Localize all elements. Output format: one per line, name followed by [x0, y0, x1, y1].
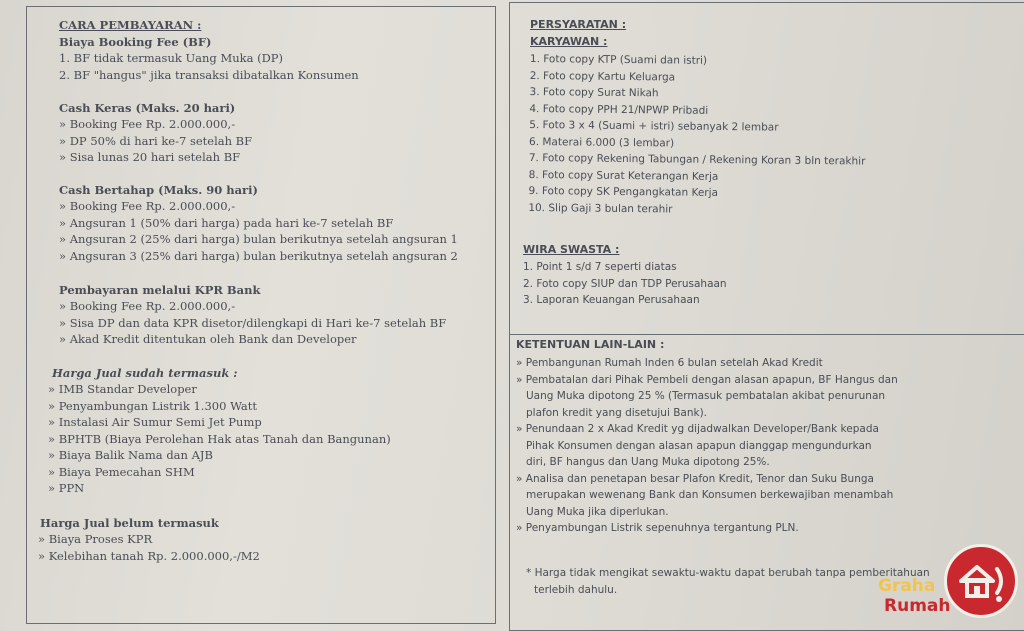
list-item: » Analisa dan penetapan besar Plafon Kredit, Tenor dan Suku Bunga: [516, 472, 874, 485]
list-item: » Angsuran 3 (25% dari harga) bulan berikutnya setelah angsuran 2: [59, 248, 458, 265]
cara-pembayaran-title: CARA PEMBAYARAN :: [59, 18, 202, 32]
list-item: » Penyambungan Listrik sepenuhnya tergantung PLN.: [516, 522, 799, 534]
list-item: » Pembatalan dari Pihak Pembeli dengan alasan apapun, BF Hangus dan: [516, 373, 898, 386]
list-item: 7. Foto copy Rekening Tabungan / Rekening Koran 3 bln terakhir: [528, 151, 866, 168]
booking-fee-list: [59, 50, 359, 83]
list-item: » Sisa DP dan data KPR disetor/dilengkapi di Hari ke-7 setelah BF: [59, 315, 446, 332]
list-item: » Kelebihan tanah Rp. 2.000.000,-/M2: [38, 548, 260, 565]
list-item: » Instalasi Air Sumur Semi Jet Pump: [48, 414, 391, 431]
ketentuan-title: KETENTUAN LAIN-LAIN :: [516, 338, 665, 351]
list-item: » Biaya Proses KPR: [38, 531, 260, 548]
cash-keras-list: [59, 116, 252, 166]
harga-termasuk-title: Harga Jual sudah termasuk :: [52, 366, 238, 380]
list-item: Uang Muka dipotong 25 % (Termasuk pembatalan akibat penurunan: [526, 390, 886, 402]
house-icon: [947, 547, 1015, 615]
list-item: 2. BF "hangus" jika transaksi dibatalkan Konsumen: [59, 67, 359, 82]
list-item: 3. Laporan Keuangan Perusahaan: [523, 294, 700, 306]
karyawan-title: KARYAWAN :: [530, 35, 608, 48]
logo-text-rumah: Rumah: [884, 596, 951, 616]
list-item: 6. Materai 6.000 (3 lembar): [528, 135, 675, 150]
list-item: » BPHTB (Biaya Perolehan Hak atas Tanah dan Bangunan): [48, 431, 391, 448]
harga-termasuk-list: [48, 381, 391, 497]
list-item: 3. Foto copy Surat Nikah: [529, 85, 659, 100]
list-item: » Biaya Balik Nama dan AJB: [48, 447, 391, 464]
list-item: 8. Foto copy Surat Keterangan Kerja: [528, 168, 719, 183]
booking-fee-title: Biaya Booking Fee (BF): [59, 35, 212, 49]
list-item: » Booking Fee Rp. 2.000.000,-: [59, 298, 446, 315]
list-item: 9. Foto copy SK Pengangkatan Kerja: [528, 184, 719, 199]
list-item: » Booking Fee Rp. 2.000.000,-: [59, 198, 458, 215]
list-item: » IMB Standar Developer: [48, 381, 391, 398]
list-item: 1. Point 1 s/d 7 seperti diatas: [523, 261, 677, 273]
list-item: Uang Muka jika diperlukan.: [526, 505, 669, 518]
list-item: » Booking Fee Rp. 2.000.000,-: [59, 116, 252, 133]
wiraswasta-title: WIRA SWASTA :: [523, 243, 620, 256]
list-item: » Penundaan 2 x Akad Kredit yg dijadwalkan Developer/Bank kepada: [516, 423, 879, 435]
list-item: » Akad Kredit ditentukan oleh Bank dan Developer: [59, 331, 446, 348]
kpr-title: Pembayaran melalui KPR Bank: [59, 283, 261, 297]
persyaratan-title: PERSYARATAN :: [530, 18, 627, 31]
logo-text-graha: Graha: [878, 576, 936, 596]
cash-keras-title: Cash Keras (Maks. 20 hari): [59, 101, 236, 115]
list-item: » Angsuran 2 (25% dari harga) bulan berikutnya setelah angsuran 1: [59, 231, 458, 248]
cash-bertahap-list: [59, 198, 458, 264]
cash-bertahap-title: Cash Bertahap (Maks. 90 hari): [59, 183, 258, 197]
list-item: » Angsuran 1 (50% dari harga) pada hari ke-7 setelah BF: [59, 215, 458, 232]
list-item: » Sisa lunas 20 hari setelah BF: [59, 149, 252, 166]
harga-belum-title: Harga Jual belum termasuk: [40, 516, 219, 530]
list-item: 4. Foto copy PPH 21/NPWP Pribadi: [529, 102, 709, 117]
list-item: » PPN: [48, 480, 391, 497]
logo-badge: [944, 544, 1018, 618]
ketentuan-list: [516, 355, 898, 537]
harga-belum-list: [38, 531, 260, 564]
list-item: Pihak Konsumen dengan alasan apapun dianggap mengundurkan: [526, 439, 872, 452]
list-item: 2. Foto copy Kartu Keluarga: [529, 69, 676, 84]
list-item: plafon kredit yang disetujui Bank).: [526, 406, 708, 419]
list-item: diri, BF hangus dan Uang Muka dipotong 25%.: [526, 456, 770, 468]
list-item: 10. Slip Gaji 3 bulan terahir: [528, 201, 673, 216]
wiraswasta-list: [523, 259, 727, 309]
footnote-line-1: * Harga tidak mengikat sewaktu-waktu dapat berubah tanpa pemberitahuan: [526, 567, 930, 579]
karyawan-list: [528, 51, 866, 220]
list-item: » Biaya Pemecahan SHM: [48, 464, 391, 481]
graha-rumah-logo: [876, 540, 1022, 628]
list-item: 2. Foto copy SIUP dan TDP Perusahaan: [523, 277, 727, 290]
footnote-line-2: terlebih dahulu.: [534, 584, 618, 596]
list-item: 1. Foto copy KTP (Suami dan istri): [529, 52, 708, 67]
list-item: merupakan wewenang Bank dan Konsumen berkewajiban menambah: [526, 489, 894, 501]
list-item: 5. Foto 3 x 4 (Suami + istri) sebanyak 2 lembar: [529, 118, 779, 134]
list-item: » DP 50% di hari ke-7 setelah BF: [59, 133, 252, 150]
list-item: » Penyambungan Listrik 1.300 Watt: [48, 398, 391, 415]
list-item: 1. BF tidak termasuk Uang Muka (DP): [59, 51, 284, 65]
kpr-list: [59, 298, 446, 348]
list-item: » Pembangunan Rumah Inden 6 bulan setelah Akad Kredit: [516, 357, 823, 369]
